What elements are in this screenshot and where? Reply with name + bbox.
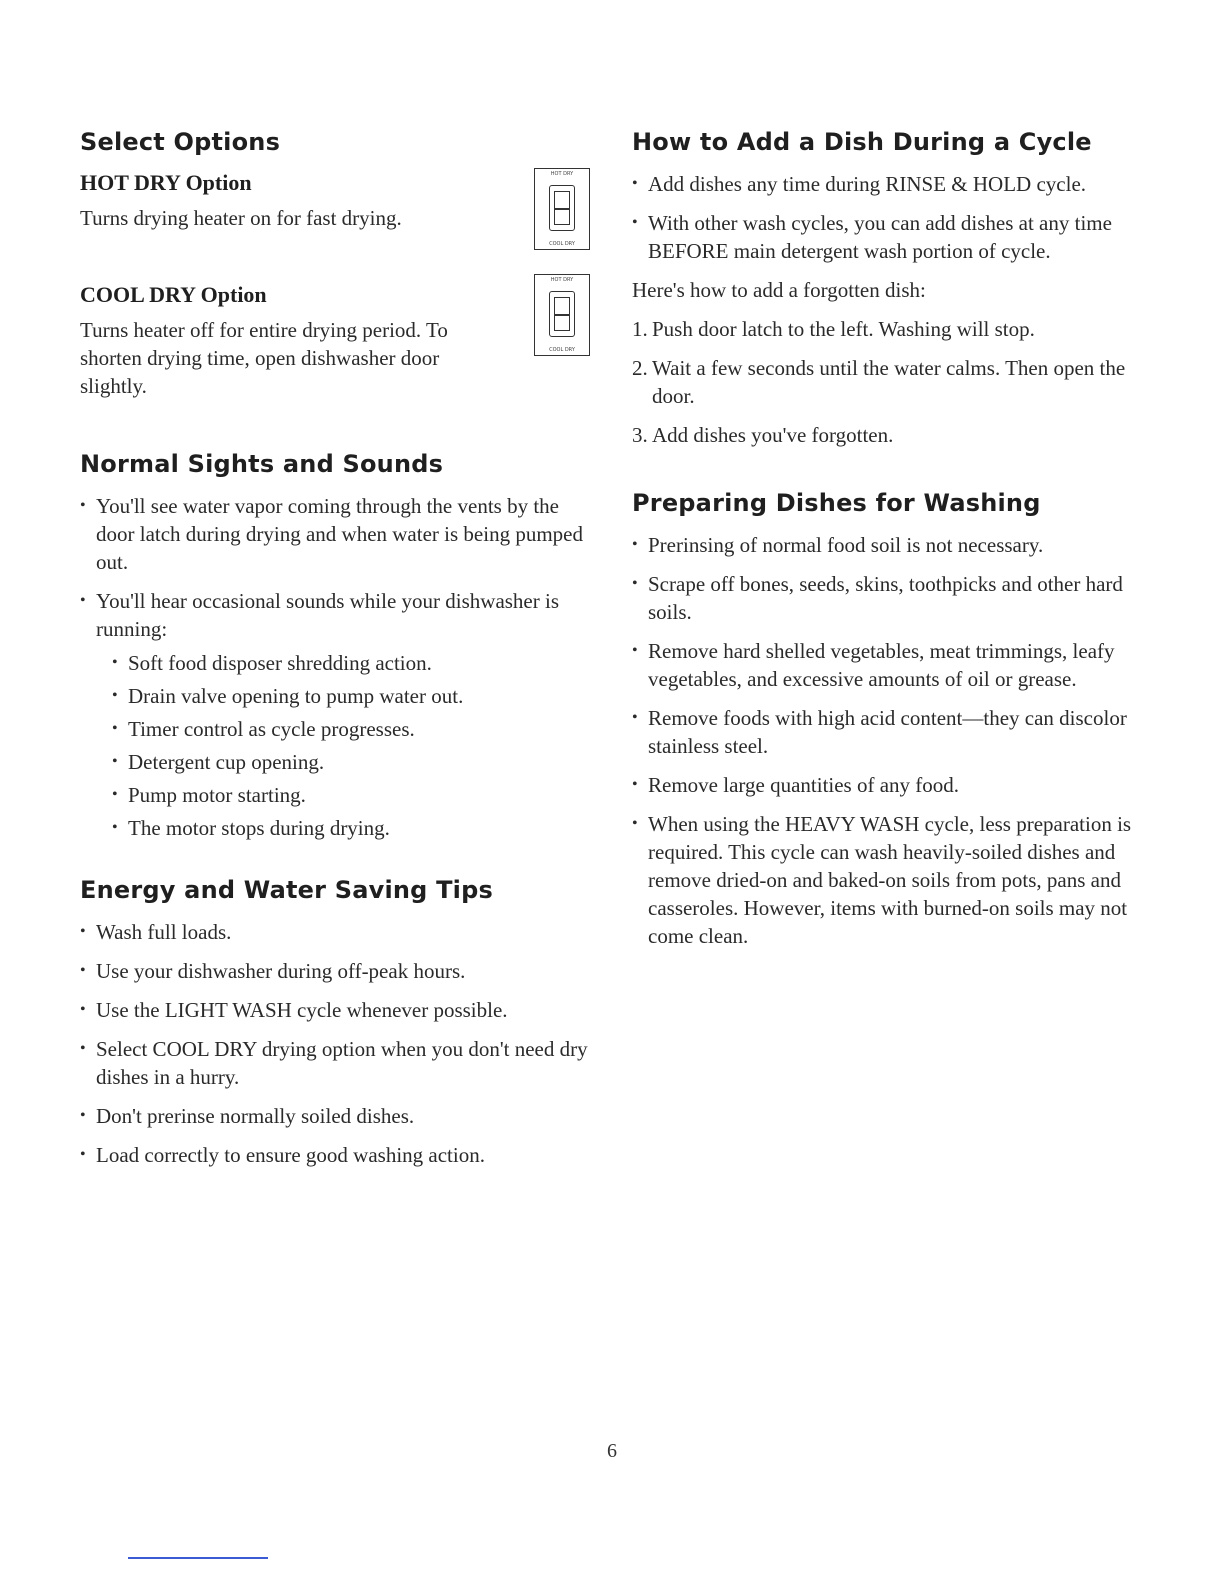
cool-dry-title: COOL DRY Option <box>80 282 267 307</box>
step-text: Wait a few seconds until the water calms. Then open the door. <box>652 356 1126 408</box>
list-item: • The motor stops during drying. <box>96 814 590 842</box>
right-column <box>632 128 1142 961</box>
list-item: • You'll see water vapor coming through the vents by the door latch during drying and when water is being pumped out. <box>80 492 590 576</box>
left-column <box>80 128 590 1180</box>
list-item: • Use the LIGHT WASH cycle whenever possible. <box>80 996 590 1024</box>
hot-dry-title: HOT DRY Option <box>80 170 252 195</box>
list-item: • Remove foods with high acid content—they can discolor stainless steel. <box>632 704 1142 760</box>
list-item: • Pump motor starting. <box>96 781 590 809</box>
list-item: • Prerinsing of normal food soil is not necessary. <box>632 531 1142 559</box>
cool-dry-switch-icon <box>534 274 590 356</box>
list-item: • With other wash cycles, you can add dishes at any time BEFORE main detergent wash portion of cycle. <box>632 209 1142 265</box>
add-dish-intro: Here's how to add a forgotten dish: <box>632 278 926 302</box>
switch-label-top: HOT DRY <box>550 277 574 283</box>
rocker-icon <box>549 291 575 337</box>
energy-tips-heading: Energy and Water Saving Tips <box>80 876 493 904</box>
footer-rule <box>128 1557 268 1559</box>
step-number: 1. <box>632 317 648 341</box>
page-number: 6 <box>607 1440 617 1462</box>
switch-label-bottom: COOL DRY <box>549 347 575 353</box>
list-item: • Select COOL DRY drying option when you don't need dry dishes in a hurry. <box>80 1035 590 1091</box>
switch-label-top: HOT DRY <box>550 171 574 177</box>
hot-dry-text: Turns drying heater on for fast drying. <box>80 206 402 230</box>
step-text: Add dishes you've forgotten. <box>652 423 894 447</box>
preparing-list <box>632 531 1142 950</box>
list-item-text: You'll hear occasional sounds while your dishwasher is running: <box>96 589 560 641</box>
list-item: • Don't prerinse normally soiled dishes. <box>80 1102 590 1130</box>
switch-label-bottom: COOL DRY <box>549 241 575 247</box>
step-item <box>632 354 1142 410</box>
list-item: • Drain valve opening to pump water out. <box>96 682 590 710</box>
list-item: • Detergent cup opening. <box>96 748 590 776</box>
step-item <box>632 315 1142 343</box>
step-number: 2. <box>632 356 648 380</box>
list-item: • Remove large quantities of any food. <box>632 771 1142 799</box>
cool-dry-option <box>80 277 590 432</box>
hot-dry-option <box>80 170 590 270</box>
preparing-heading: Preparing Dishes for Washing <box>632 489 1041 517</box>
list-item: • Use your dishwasher during off-peak hours. <box>80 957 590 985</box>
list-item: • Soft food disposer shredding action. <box>96 649 590 677</box>
cool-dry-text: Turns heater off for entire drying period. To shorten drying time, open dishwasher door slightly. <box>80 318 448 398</box>
sounds-sublist <box>96 649 590 842</box>
energy-tips-list <box>80 918 590 1169</box>
add-dish-steps <box>632 315 1142 449</box>
list-item: • Wash full loads. <box>80 918 590 946</box>
list-item: • Remove hard shelled vegetables, meat trimmings, leafy vegetables, and excessive amounts of oil or grease. <box>632 637 1142 693</box>
normal-sights-list <box>80 492 590 842</box>
list-item: • Add dishes any time during RINSE & HOLD cycle. <box>632 170 1142 198</box>
add-dish-heading: How to Add a Dish During a Cycle <box>632 128 1092 156</box>
normal-sights-heading: Normal Sights and Sounds <box>80 450 444 478</box>
list-item: • When using the HEAVY WASH cycle, less preparation is required. This cycle can wash heavily-soiled dishes and remove dried-on and baked-on soils from pots, pans and casseroles. However, items with burned-on soils may not come clean. <box>632 810 1142 950</box>
step-text: Push door latch to the left. Washing will stop. <box>652 317 1035 341</box>
step-number: 3. <box>632 423 648 447</box>
list-item: • Load correctly to ensure good washing action. <box>80 1141 590 1169</box>
step-item <box>632 421 1142 449</box>
list-item: • Scrape off bones, seeds, skins, toothpicks and other hard soils. <box>632 570 1142 626</box>
rocker-icon <box>549 185 575 231</box>
add-dish-list <box>632 170 1142 265</box>
list-item <box>80 587 590 842</box>
list-item: • Timer control as cycle progresses. <box>96 715 590 743</box>
select-options-heading: Select Options <box>80 128 281 156</box>
hot-dry-switch-icon <box>534 168 590 250</box>
